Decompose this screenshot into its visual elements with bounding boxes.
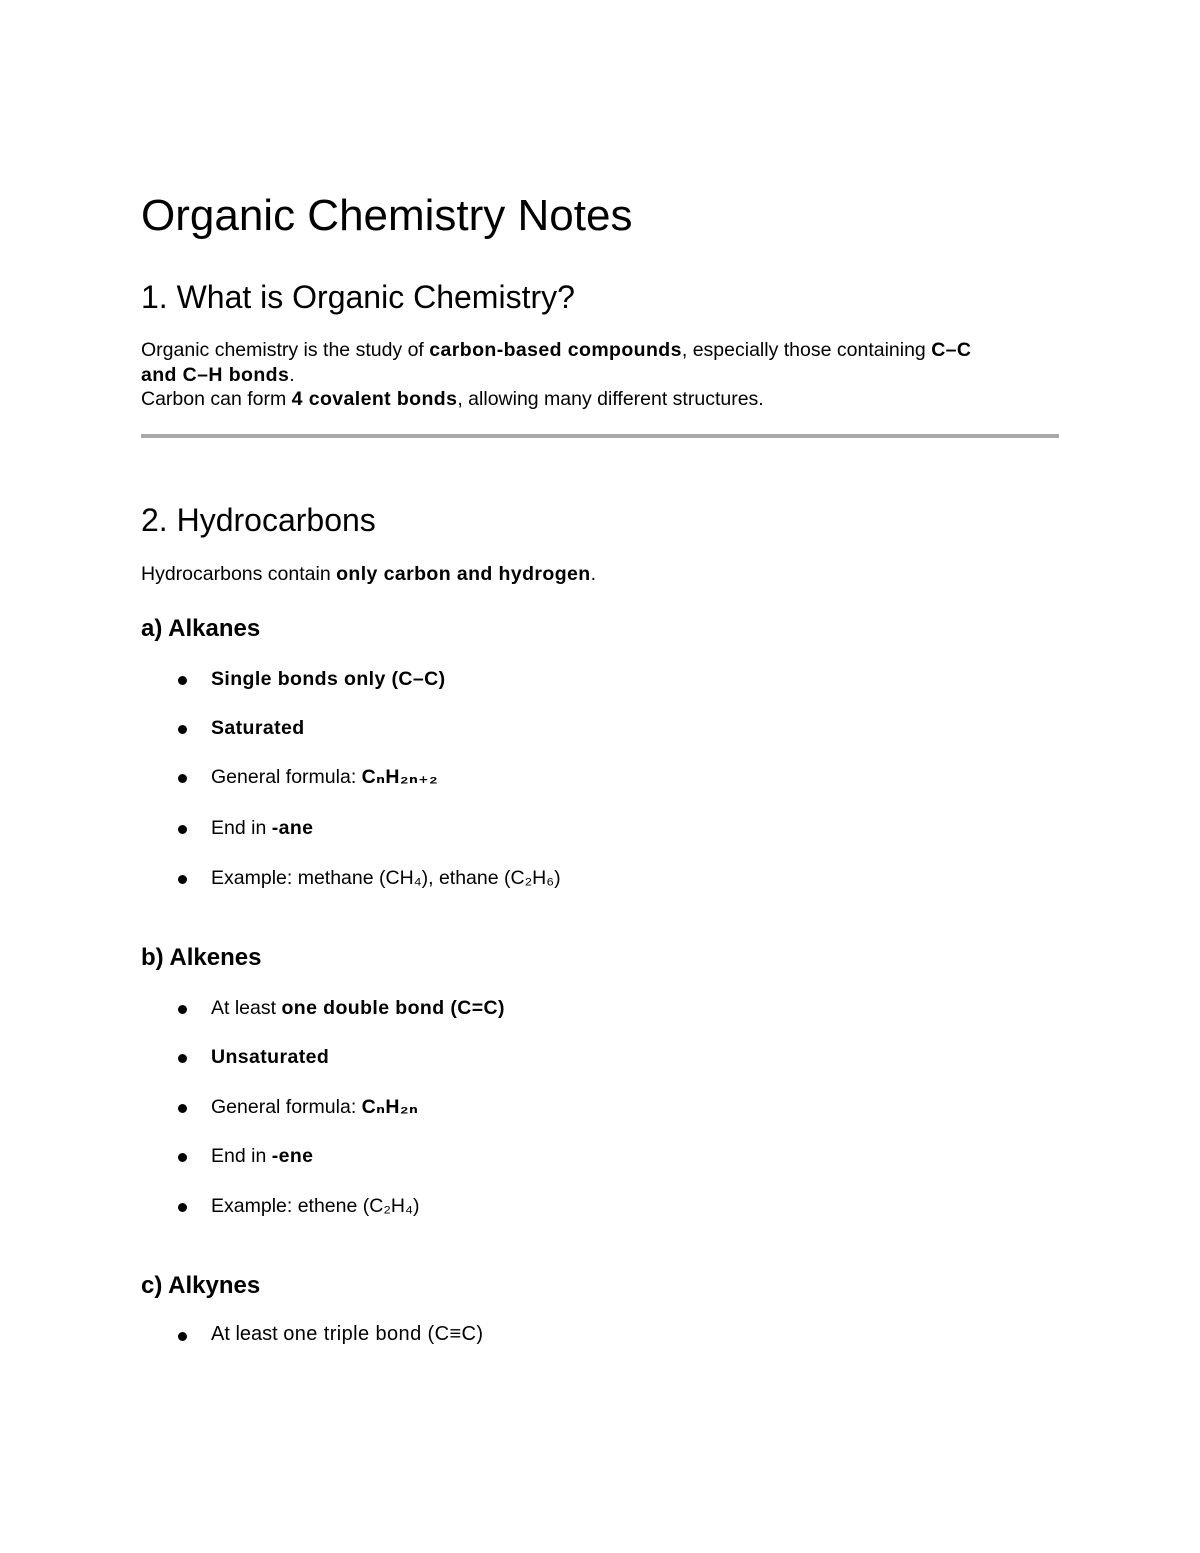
- alkenes-item-unsaturated: Unsaturated: [211, 1046, 330, 1068]
- alkanes-item-formula: General formula: CₙH₂ₙ₊₂: [211, 766, 439, 788]
- bullet-icon: [178, 1153, 187, 1162]
- alkanes-heading: a) Alkanes: [141, 615, 261, 642]
- bullet-icon: [178, 1005, 187, 1014]
- horizontal-divider: [141, 434, 1059, 438]
- alkenes-item-formula: General formula: CₙH₂ₙ: [211, 1096, 419, 1118]
- hydrocarbons-intro: Hydrocarbons contain only carbon and hydrogen.: [141, 563, 596, 585]
- section-1-paragraph-line-2: and C–H bonds.: [141, 364, 295, 386]
- alkanes-item-example: Example: methane (CH₄), ethane (C₂H₆): [211, 867, 561, 889]
- alkynes-item-triple-bond: At least one triple bond (C≡C): [211, 1323, 484, 1345]
- bullet-icon: [178, 1054, 187, 1063]
- alkenes-heading: b) Alkenes: [141, 944, 262, 971]
- alkenes-item-example: Example: ethene (C₂H₄): [211, 1195, 420, 1217]
- alkenes-item-double-bond: At least one double bond (C=C): [211, 997, 505, 1019]
- section-1-heading: 1. What is Organic Chemistry?: [141, 279, 575, 315]
- bullet-icon: [178, 825, 187, 834]
- bullet-icon: [178, 774, 187, 783]
- bullet-icon: [178, 875, 187, 884]
- section-1-paragraph-line-1: Organic chemistry is the study of carbon-based compounds, especially those containing C–C: [141, 339, 972, 361]
- page-title: Organic Chemistry Notes: [141, 191, 633, 240]
- alkynes-heading: c) Alkynes: [141, 1272, 261, 1299]
- alkenes-item-ending: End in -ene: [211, 1145, 314, 1167]
- bullet-icon: [178, 1203, 187, 1212]
- alkanes-item-saturated: Saturated: [211, 717, 305, 739]
- alkanes-item-single-bonds: Single bonds only (C–C): [211, 668, 446, 690]
- alkanes-item-ending: End in -ane: [211, 817, 314, 839]
- bullet-icon: [178, 1104, 187, 1113]
- section-1-paragraph-line-3: Carbon can form 4 covalent bonds, allowing many different structures.: [141, 388, 764, 410]
- section-2-heading: 2. Hydrocarbons: [141, 502, 376, 538]
- bullet-icon: [178, 676, 187, 685]
- bullet-icon: [178, 725, 187, 734]
- bullet-icon: [178, 1332, 187, 1341]
